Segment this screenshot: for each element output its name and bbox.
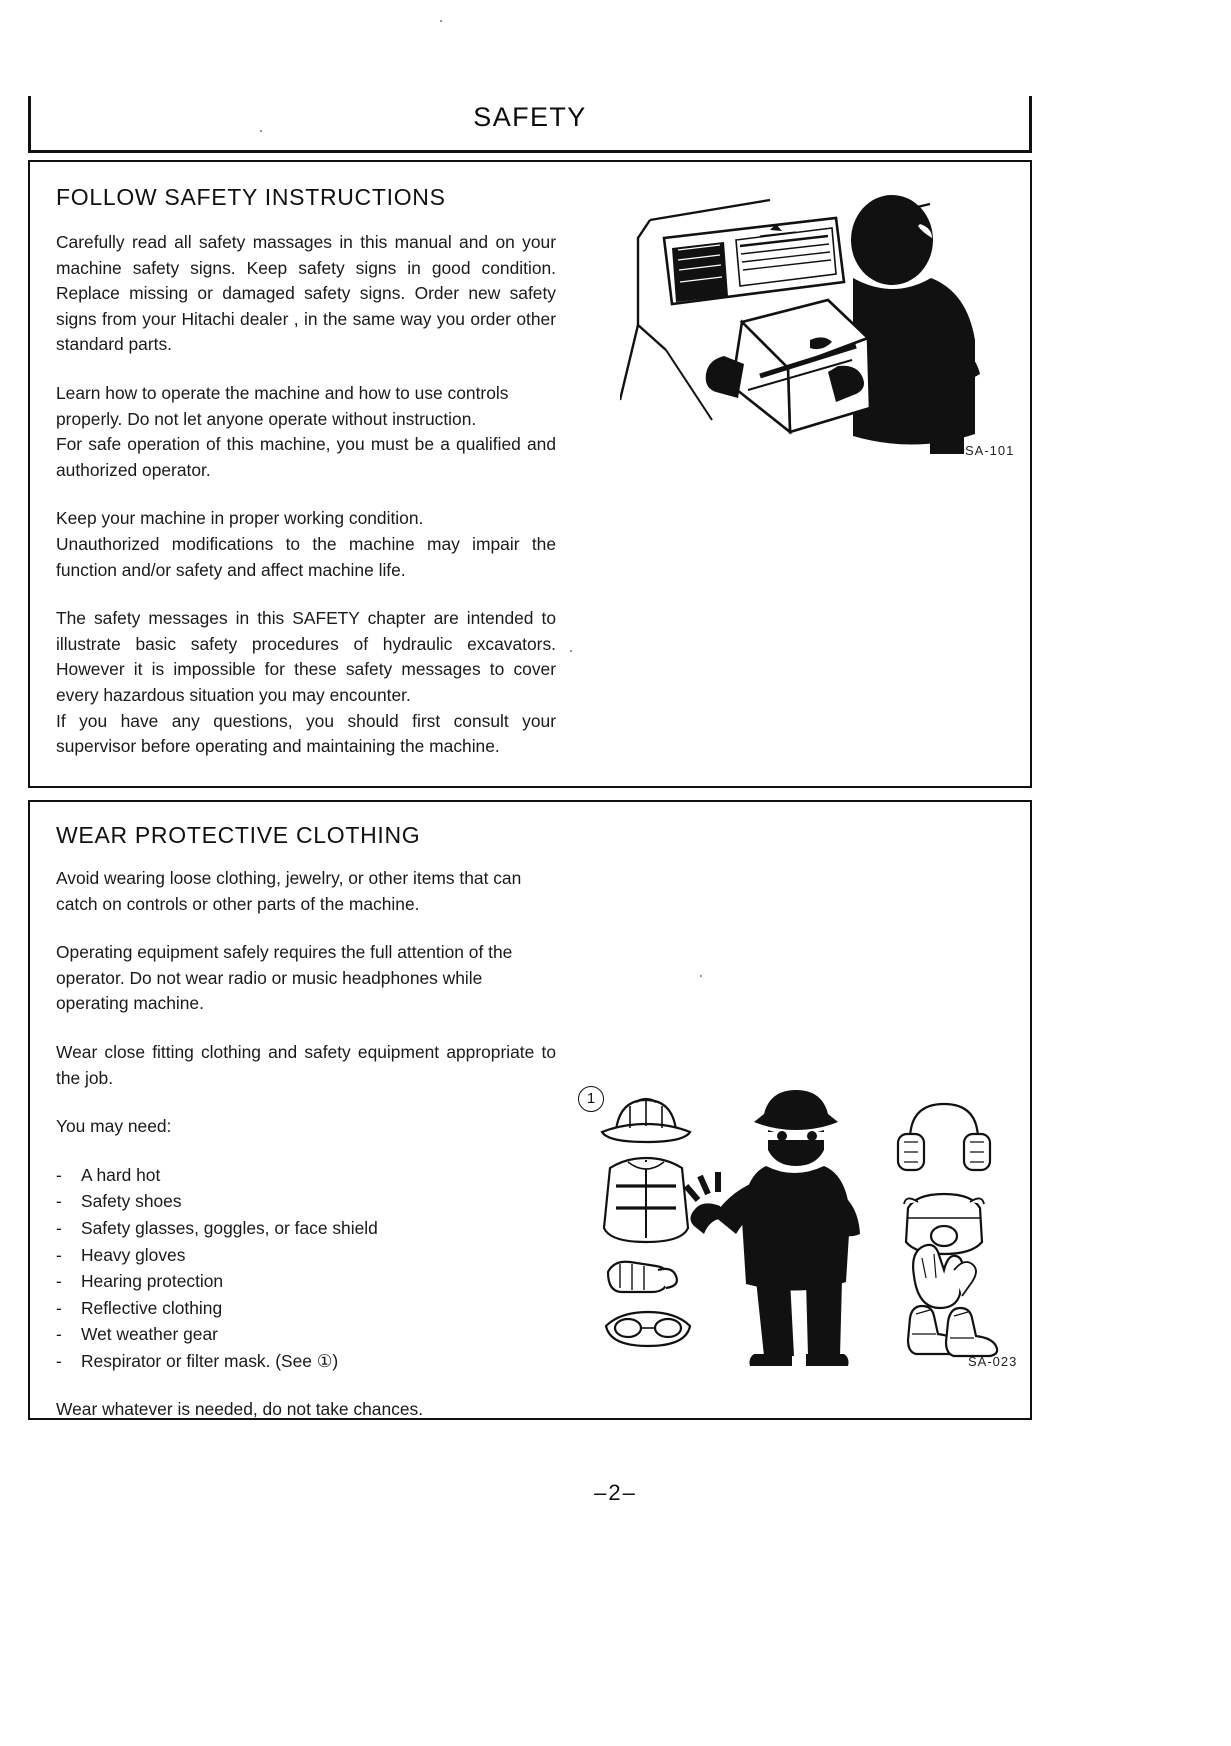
hard-hat-icon	[602, 1099, 690, 1142]
operator-reading-manual-icon	[620, 190, 1020, 480]
list-item	[56, 1296, 556, 1322]
paragraph: Avoid wearing loose clothing, jewelry, or other items that can catch on controls or other parts of the machine.	[56, 868, 522, 914]
open-manual	[732, 300, 870, 432]
list-bullet: -	[56, 1350, 62, 1371]
paragraph: The safety messages in this SAFETY chapter are intended to illustrate basic safety procedures of hydraulic excavators. However it is impossible for these safety messages to cover every hazardous situation you may encounter.	[56, 608, 556, 705]
safety-vest-icon	[604, 1158, 688, 1242]
list-bullet: -	[56, 1324, 62, 1345]
scan-speck	[700, 975, 702, 977]
list-item-label: Respirator or filter mask. (See ①)	[81, 1350, 339, 1371]
figure-code: SA-101	[965, 443, 1015, 458]
list-bullet: -	[56, 1164, 62, 1185]
section-2-heading: WEAR PROTECTIVE CLOTHING	[56, 822, 421, 848]
list-item-label: Heavy gloves	[81, 1244, 186, 1265]
list-item	[56, 1322, 556, 1348]
section-wear-protective-clothing	[28, 800, 1032, 1420]
paragraph: Operating equipment safely requires the full attention of the operator. Do not wear radio or music headphones while operating machine.	[56, 942, 513, 1014]
list-item-label: Reflective clothing	[81, 1297, 223, 1318]
worker-figure	[686, 1090, 860, 1366]
list-item	[56, 1269, 556, 1295]
list-item-label: Safety shoes	[81, 1191, 182, 1212]
paragraph: If you have any questions, you should first consult your supervisor before operating and maintaining the machine.	[56, 710, 556, 757]
paragraph: For safe operation of this machine, you must be a qualified and authorized operator.	[56, 434, 556, 480]
scan-speck	[260, 130, 262, 132]
figure-code: SA-023	[968, 1354, 1018, 1369]
list-bullet: -	[56, 1217, 62, 1238]
list-bullet: -	[56, 1271, 62, 1292]
paragraph: Carefully read all safety massages in this manual and on your machine safety signs. Keep safety signs in good condition. Replace missing or damaged safety signs. Order new safety signs from your Hitachi dealer , in the same way you order other standard parts.	[56, 232, 556, 355]
list-bullet: -	[56, 1191, 62, 1212]
section-1-heading: FOLLOW SAFETY INSTRUCTIONS	[56, 184, 446, 210]
paragraph: Keep your machine in proper working condition.	[56, 508, 424, 529]
page-number: –2–	[594, 1480, 637, 1505]
list-item-label: Wet weather gear	[81, 1324, 218, 1345]
list-item	[56, 1189, 556, 1215]
safety-boots-icon	[908, 1306, 997, 1356]
protective-equipment-list	[56, 1163, 556, 1375]
section-follow-safety-instructions	[28, 160, 1032, 788]
section-1-body	[56, 230, 556, 783]
paragraph: Unauthorized modifications to the machine may impair the function and/or safety and affect machine life.	[56, 533, 556, 580]
list-item	[56, 1243, 556, 1269]
list-bullet: -	[56, 1244, 62, 1265]
respirator-mask-icon	[904, 1194, 984, 1254]
hearing-protection-icon	[898, 1104, 990, 1170]
page-header-frame	[28, 96, 1032, 153]
section-2-body	[56, 866, 556, 1422]
scan-speck	[570, 650, 572, 652]
page-title: SAFETY	[473, 102, 587, 132]
list-bullet: -	[56, 1297, 62, 1318]
figure-callout-1: 1	[578, 1086, 604, 1112]
list-item-label: Hearing protection	[81, 1271, 224, 1292]
list-item-label: Safety glasses, goggles, or face shield	[81, 1217, 378, 1238]
figure-protective-clothing	[550, 1082, 1020, 1372]
paragraph: Wear close fitting clothing and safety equipment appropriate to the job.	[56, 1041, 556, 1088]
caution-decal	[664, 218, 844, 304]
list-item-label: A hard hot	[81, 1164, 161, 1185]
list-item	[56, 1163, 556, 1189]
paragraph: Learn how to operate the machine and how to use controls properly. Do not let anyone operate without instruction.	[56, 382, 509, 429]
goggles-icon	[606, 1312, 690, 1346]
scan-speck	[440, 20, 442, 22]
closing-paragraph: Wear whatever is needed, do not take chances.	[56, 1398, 424, 1419]
figure-operator-reading-manual	[620, 190, 1020, 480]
list-item	[56, 1216, 556, 1242]
protective-clothing-icon	[550, 1082, 1020, 1372]
work-gloves-icon	[608, 1262, 677, 1292]
list-item	[56, 1349, 556, 1375]
paragraph: You may need:	[56, 1116, 172, 1137]
